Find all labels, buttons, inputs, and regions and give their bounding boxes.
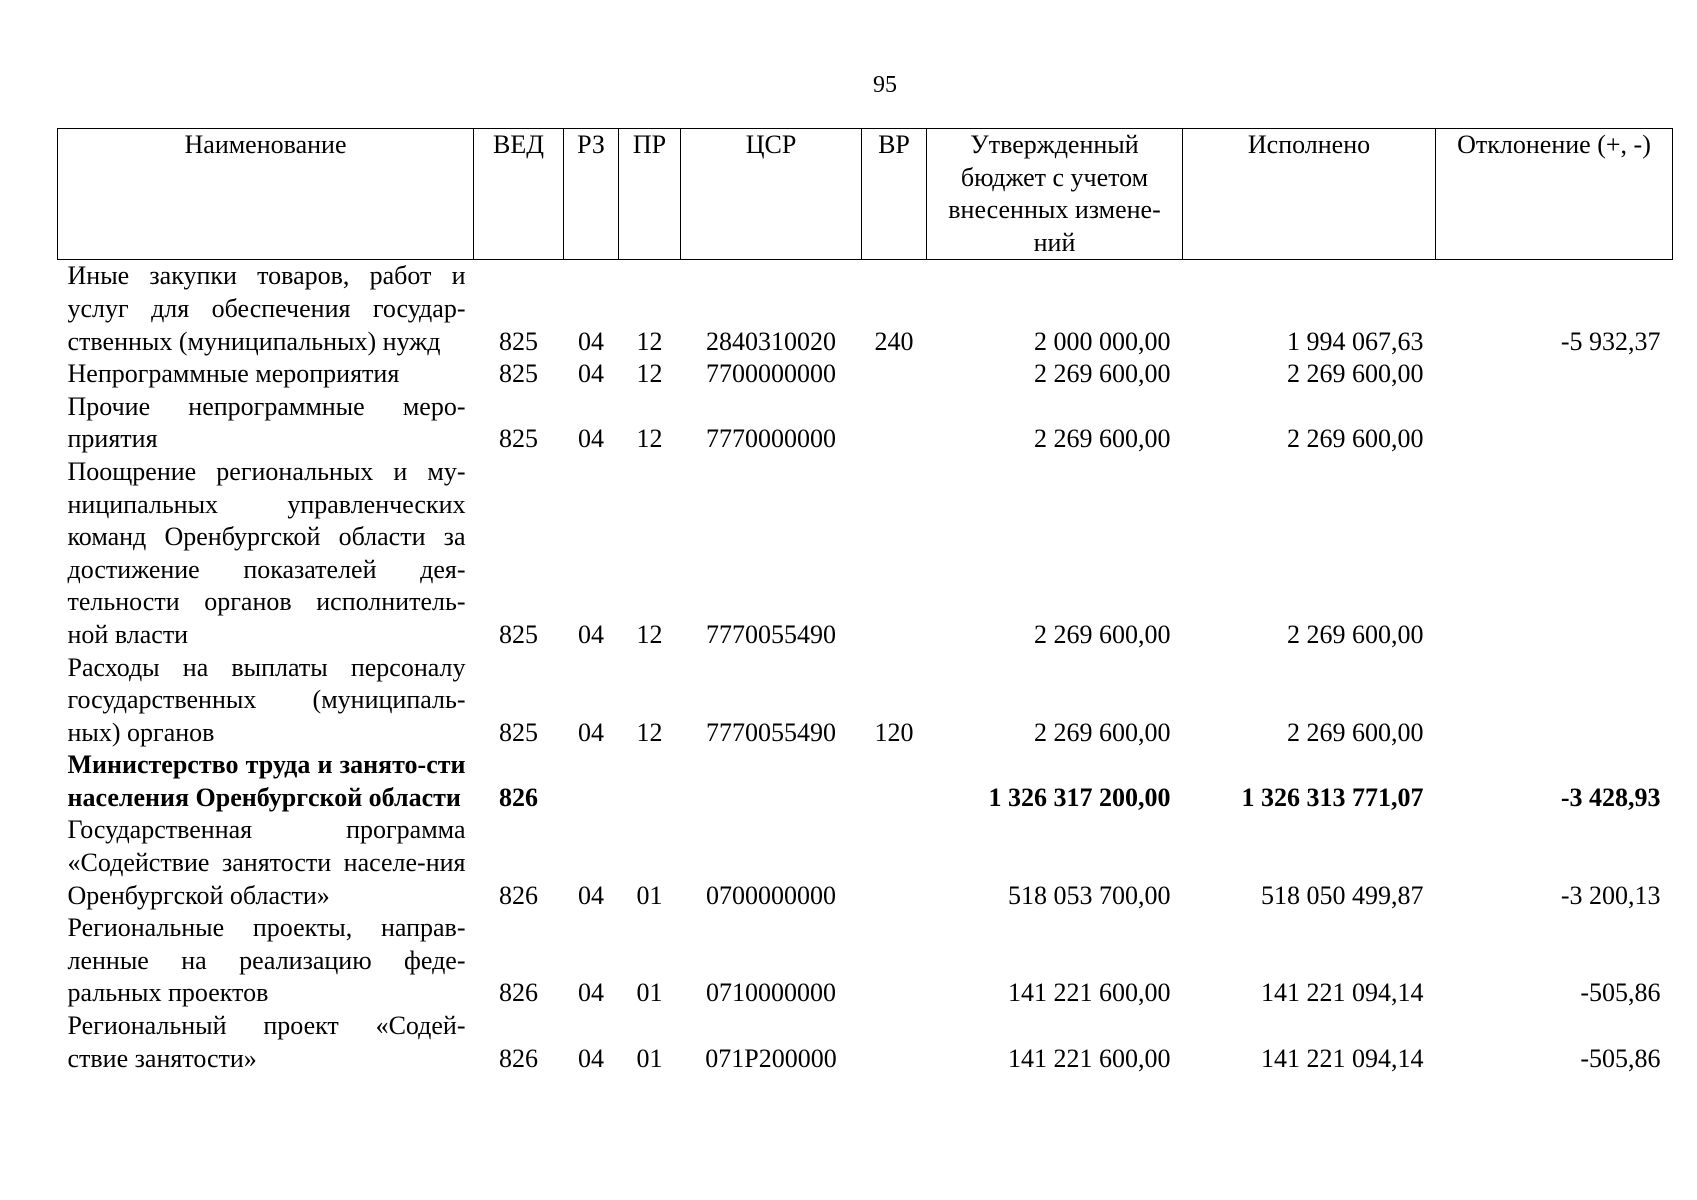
- cell-name: Иные закупки товаров, работ и услуг для обеспечения государ-ственных (муниципальных) нужд: [67, 261, 466, 356]
- cell-pr: 01: [636, 1043, 663, 1073]
- page-number: 95: [873, 72, 897, 98]
- cell-csr: 7700000000: [706, 359, 836, 389]
- cell-vr: [862, 749, 927, 814]
- cell-ved: 826: [499, 1043, 538, 1073]
- cell-rz: 04: [578, 1043, 604, 1073]
- cell-deviation: -5 932,37: [1560, 326, 1661, 356]
- cell-ved: 825: [499, 326, 538, 356]
- table-row: [58, 652, 1673, 750]
- cell-deviation: [1436, 391, 1673, 456]
- cell-csr: [681, 749, 862, 814]
- cell-name: Расходы на выплаты персоналу государственных (муниципаль-ных) органов: [67, 652, 466, 747]
- budget-table: [57, 128, 1673, 1075]
- cell-pr: 12: [636, 359, 663, 389]
- cell-vr: [862, 391, 927, 456]
- cell-approved: 2 269 600,00: [1034, 619, 1171, 649]
- cell-name: Региональный проект «Содей-ствие занятости»: [67, 1011, 466, 1073]
- cell-vr: [862, 814, 927, 912]
- cell-deviation: -3 200,13: [1560, 880, 1661, 910]
- cell-pr: 12: [636, 326, 663, 356]
- table-row: [58, 749, 1673, 814]
- cell-pr: 01: [636, 978, 663, 1008]
- header-pr: ПР: [619, 129, 681, 260]
- table-row: [58, 814, 1673, 912]
- cell-vr: 240: [874, 326, 914, 356]
- cell-deviation: [1436, 456, 1673, 652]
- table-row: [58, 260, 1673, 358]
- cell-deviation: -505,86: [1580, 1043, 1661, 1073]
- header-deviation: Отклонение (+, -): [1436, 129, 1673, 260]
- cell-deviation: -3 428,93: [1560, 782, 1661, 812]
- cell-ved: 825: [499, 619, 538, 649]
- cell-csr: 7770055490: [706, 717, 836, 747]
- cell-csr: 2840310020: [706, 326, 836, 356]
- cell-vr: [862, 358, 927, 391]
- cell-name: Прочие непрограммные меро-приятия: [67, 391, 466, 454]
- table-header-row: [58, 129, 1673, 260]
- cell-approved: 141 221 600,00: [1008, 978, 1171, 1008]
- cell-ved: 826: [499, 978, 538, 1008]
- header-vr: ВР: [862, 129, 927, 260]
- table-row: [58, 912, 1673, 1010]
- cell-csr: 7770000000: [706, 424, 836, 454]
- cell-approved: 2 269 600,00: [1034, 424, 1171, 454]
- table-row: [58, 456, 1673, 652]
- header-approved: Утвержденный бюджет с учетом внесенных измене-ний: [927, 129, 1183, 260]
- cell-executed: 2 269 600,00: [1287, 359, 1424, 389]
- cell-ved: 825: [499, 717, 538, 747]
- cell-rz: 04: [578, 359, 604, 389]
- header-rz: РЗ: [564, 129, 619, 260]
- cell-name: Непрограммные мероприятия: [67, 359, 400, 389]
- cell-name: Поощрение региональных и му-ниципальных управленческих команд Оренбургской области за достижение показателей дея-тельности органов исполнитель-ной власти: [67, 456, 466, 649]
- header-csr: ЦСР: [681, 129, 862, 260]
- cell-vr: [862, 456, 927, 652]
- table-row: [58, 391, 1673, 456]
- cell-pr: 12: [636, 424, 663, 454]
- cell-pr: [619, 749, 681, 814]
- cell-executed: 1 326 313 771,07: [1241, 782, 1424, 812]
- cell-rz: 04: [578, 326, 604, 356]
- cell-name: Региональные проекты, направ-ленные на реализацию феде-ральных проектов: [67, 913, 466, 1008]
- cell-ved: 825: [499, 359, 538, 389]
- cell-vr: [862, 1010, 927, 1075]
- cell-ved: 826: [499, 782, 538, 812]
- cell-name: Государственная программа «Содействие занятости населе-ния Оренбургской области»: [67, 815, 466, 910]
- cell-rz: 04: [578, 717, 604, 747]
- cell-executed: 141 221 094,14: [1261, 978, 1424, 1008]
- table-row: [58, 1010, 1673, 1075]
- cell-executed: 2 269 600,00: [1287, 619, 1424, 649]
- cell-vr: 120: [874, 717, 914, 747]
- header-ved: ВЕД: [474, 129, 564, 260]
- cell-rz: 04: [578, 424, 604, 454]
- table-row: [58, 358, 1673, 391]
- table-body: [58, 260, 1673, 1075]
- cell-approved: 1 326 317 200,00: [988, 782, 1171, 812]
- cell-approved: 2 269 600,00: [1034, 717, 1171, 747]
- cell-rz: 04: [578, 880, 604, 910]
- cell-executed: 141 221 094,14: [1261, 1043, 1424, 1073]
- cell-csr: 0710000000: [706, 978, 836, 1008]
- cell-name: Министерство труда и занято-сти населения Оренбургской области: [67, 750, 466, 812]
- cell-executed: 518 050 499,87: [1261, 880, 1424, 910]
- cell-approved: 141 221 600,00: [1008, 1043, 1171, 1073]
- cell-deviation: [1436, 652, 1673, 750]
- cell-pr: 12: [636, 619, 663, 649]
- cell-csr: 7770055490: [706, 619, 836, 649]
- cell-executed: 1 994 067,63: [1287, 326, 1424, 356]
- cell-executed: 2 269 600,00: [1287, 424, 1424, 454]
- header-name: Наименование: [58, 129, 474, 260]
- cell-csr: 0700000000: [706, 880, 836, 910]
- cell-approved: 2 000 000,00: [1034, 326, 1171, 356]
- cell-executed: 2 269 600,00: [1287, 717, 1424, 747]
- cell-pr: 01: [636, 880, 663, 910]
- cell-approved: 518 053 700,00: [1008, 880, 1171, 910]
- cell-deviation: [1436, 358, 1673, 391]
- cell-ved: 826: [499, 880, 538, 910]
- cell-pr: 12: [636, 717, 663, 747]
- cell-approved: 2 269 600,00: [1034, 359, 1171, 389]
- cell-vr: [862, 912, 927, 1010]
- header-executed: Исполнено: [1183, 129, 1436, 260]
- cell-deviation: -505,86: [1580, 978, 1661, 1008]
- cell-rz: [564, 749, 619, 814]
- cell-ved: 825: [499, 424, 538, 454]
- cell-csr: 071P200000: [705, 1043, 837, 1073]
- cell-rz: 04: [578, 619, 604, 649]
- cell-rz: 04: [578, 978, 604, 1008]
